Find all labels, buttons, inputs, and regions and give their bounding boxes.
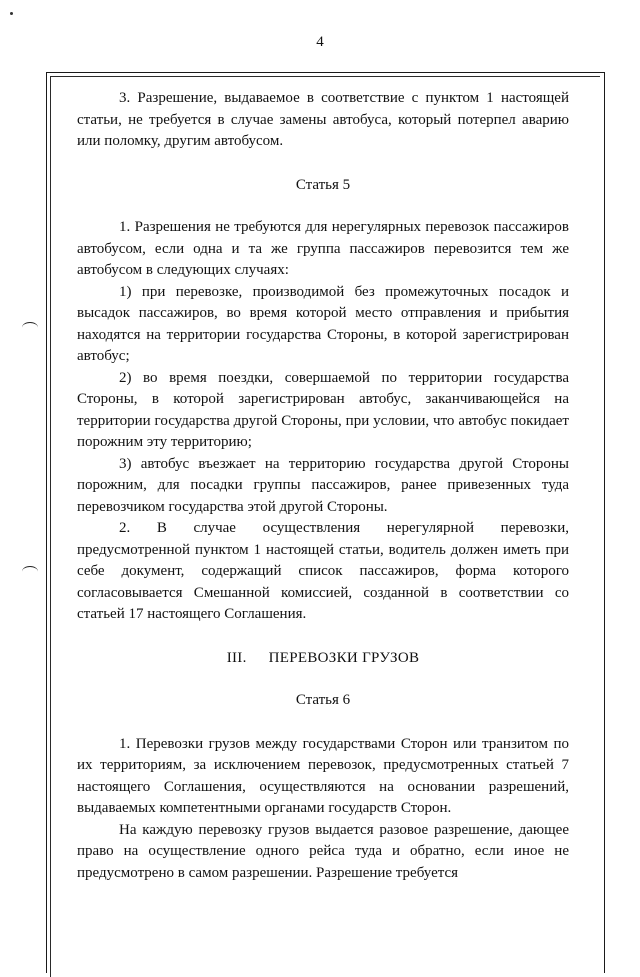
paragraph-article6-item1: 1. Перевозки грузов между государствами Сторон или транзитом по их территориям, за исключением перевозок, предусмотренных статьей 7 настоящего Соглашения, осуществляются на основании разрешений, выдаваемых компетентными органами государств Сторон. bbox=[77, 735, 569, 816]
paragraph-article5-subitem2: 2) во время поездки, совершаемой по территории государства Стороны, в которой зарегистрирован автобус, заканчивающейся на территории государства другой Стороны, при условии, что автобус покидает порожним эту территорию; bbox=[77, 369, 569, 450]
article-6-heading: Статья 6 bbox=[295, 692, 351, 708]
paragraph-article5-subitem1: 1) при перевозке, производимой без промежуточных посадок и высадок пассажиров, во время которой место отправления и прибытия находятся на территории государства Стороны, в которой зарегистрирован автобус; bbox=[77, 283, 569, 364]
binding-mark-bottom bbox=[22, 566, 38, 577]
section-3-heading bbox=[77, 648, 569, 670]
section-3-number: III. bbox=[226, 649, 247, 666]
paragraph-article6-item1-cont: На каждую перевозку грузов выдается разовое разрешение, дающее право на осуществление одного рейса туда и обратно, если иное не предусмотрено в самом разрешении. Разрешение требуется bbox=[77, 821, 569, 881]
section-3-title: ПЕРЕВОЗКИ ГРУЗОВ bbox=[268, 649, 420, 666]
paragraph-article5-subitem3: 3) автобус въезжает на территорию государства другой Стороны порожним, для посадки группы пассажиров, ранее привезенных туда перевозчиком государства этой другой Стороны. bbox=[77, 455, 569, 515]
paragraph-article5-item1: 1. Разрешения не требуются для нерегулярных перевозок пассажиров автобусом, если одна и та же группа пассажиров перевозится тем же автобусом в следующих случаях: bbox=[77, 219, 569, 278]
paragraph-article4-item3: 3. Разрешение, выдаваемое в соответствие с пунктом 1 настоящей статьи, не требуется в случае замены автобуса, который потерпел аварию или поломку, другим автобусом. bbox=[77, 90, 569, 149]
article-5-heading: Статья 5 bbox=[295, 176, 351, 193]
binding-mark-top bbox=[22, 322, 38, 333]
document-body bbox=[77, 88, 569, 884]
page-number: 4 bbox=[316, 34, 324, 50]
scan-speck bbox=[10, 12, 13, 15]
paragraph-article5-item2: 2. В случае осуществления нерегулярной перевозки, предусмотренной пунктом 1 настоящей статьи, водитель должен иметь при себе документ, содержащий список пассажиров, форма которого согласовывается Смешанной комиссией, созданной в соответствии со статьей 17 настоящего Соглашения. bbox=[77, 520, 569, 622]
